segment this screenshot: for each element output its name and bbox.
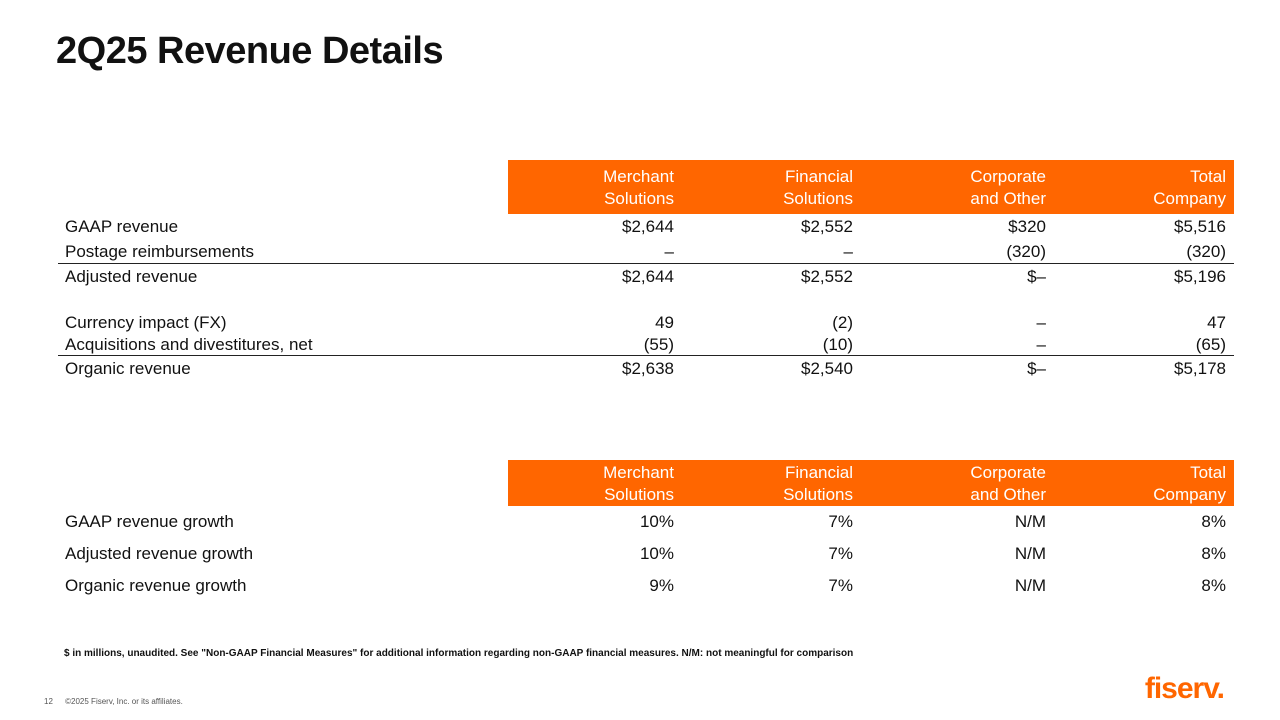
table-row xyxy=(58,312,1234,334)
row-label: Postage reimbursements xyxy=(65,241,254,261)
fiserv-logo: fiserv. xyxy=(1144,672,1224,705)
cell: – xyxy=(843,241,853,261)
cell: 8% xyxy=(1201,576,1226,595)
footnote: $ in millions, unaudited. See "Non-GAAP Financial Measures" for additional information regarding non-GAAP financial measures. N/M: not meaningful for comparison xyxy=(64,648,854,659)
cell: $5,196 xyxy=(1174,266,1226,286)
copyright: ©2025 Fiserv, Inc. or its affiliates. xyxy=(65,697,183,706)
cell: N/M xyxy=(1014,512,1046,531)
col-header-financial: Financial Solutions xyxy=(783,167,853,208)
cell: 10% xyxy=(639,512,674,531)
cell: 10% xyxy=(639,544,674,563)
cell: (2) xyxy=(832,313,853,332)
table-header xyxy=(58,460,1234,506)
table-row xyxy=(58,214,1234,239)
cell: $320 xyxy=(1008,216,1046,236)
table-row xyxy=(58,264,1234,289)
cell: 7% xyxy=(828,512,853,531)
col-header-merchant: Merchant Solutions xyxy=(603,167,674,208)
revenue-table xyxy=(58,160,1234,381)
table-header xyxy=(58,160,1234,214)
cell: 8% xyxy=(1201,512,1226,531)
page-number: 12 xyxy=(44,697,53,706)
table-row xyxy=(58,538,1234,570)
col-header-total: Total Company xyxy=(1153,167,1226,208)
cell: – xyxy=(1036,335,1046,354)
cell: 8% xyxy=(1201,544,1226,563)
row-label: Organic revenue xyxy=(65,358,191,378)
cell: – xyxy=(664,241,674,261)
table-row xyxy=(58,334,1234,356)
col-header-total: Total Company xyxy=(1153,463,1226,504)
cell: (65) xyxy=(1195,335,1226,354)
cell: N/M xyxy=(1014,544,1046,563)
cell: $– xyxy=(1027,266,1046,286)
row-label: Organic revenue growth xyxy=(65,576,247,595)
table-row xyxy=(58,570,1234,602)
table-row xyxy=(58,506,1234,538)
row-label: Currency impact (FX) xyxy=(65,313,227,332)
cell: $5,178 xyxy=(1174,358,1226,378)
col-header-corporate: Corporate and Other xyxy=(970,463,1046,504)
col-header-corporate: Corporate and Other xyxy=(970,167,1046,208)
row-label: Acquisitions and divestitures, net xyxy=(65,335,313,354)
table-row xyxy=(58,356,1234,381)
cell: (320) xyxy=(1006,241,1046,261)
cell: (320) xyxy=(1186,241,1226,261)
table-row xyxy=(58,239,1234,264)
cell: 7% xyxy=(828,544,853,563)
col-header-merchant: Merchant Solutions xyxy=(603,463,674,504)
cell: $– xyxy=(1027,358,1046,378)
cell: N/M xyxy=(1014,576,1046,595)
cell: $2,644 xyxy=(622,266,674,286)
cell: $5,516 xyxy=(1174,216,1226,236)
cell: (10) xyxy=(822,335,853,354)
cell: $2,540 xyxy=(801,358,853,378)
cell: 47 xyxy=(1207,313,1226,332)
cell: $2,552 xyxy=(801,266,853,286)
cell: 9% xyxy=(649,576,674,595)
row-label: Adjusted revenue growth xyxy=(65,544,254,563)
row-label: GAAP revenue growth xyxy=(65,512,234,531)
cell: 49 xyxy=(655,313,674,332)
growth-table xyxy=(58,460,1234,602)
row-label: Adjusted revenue xyxy=(65,266,198,286)
cell: $2,644 xyxy=(622,216,674,236)
page-title: 2Q25 Revenue Details xyxy=(56,30,444,72)
cell: $2,638 xyxy=(622,358,674,378)
row-label: GAAP revenue xyxy=(65,216,179,236)
col-header-financial: Financial Solutions xyxy=(783,463,853,504)
cell: (55) xyxy=(643,335,674,354)
page-footer xyxy=(44,697,193,706)
cell: $2,552 xyxy=(801,216,853,236)
cell: – xyxy=(1036,313,1046,332)
cell: 7% xyxy=(828,576,853,595)
